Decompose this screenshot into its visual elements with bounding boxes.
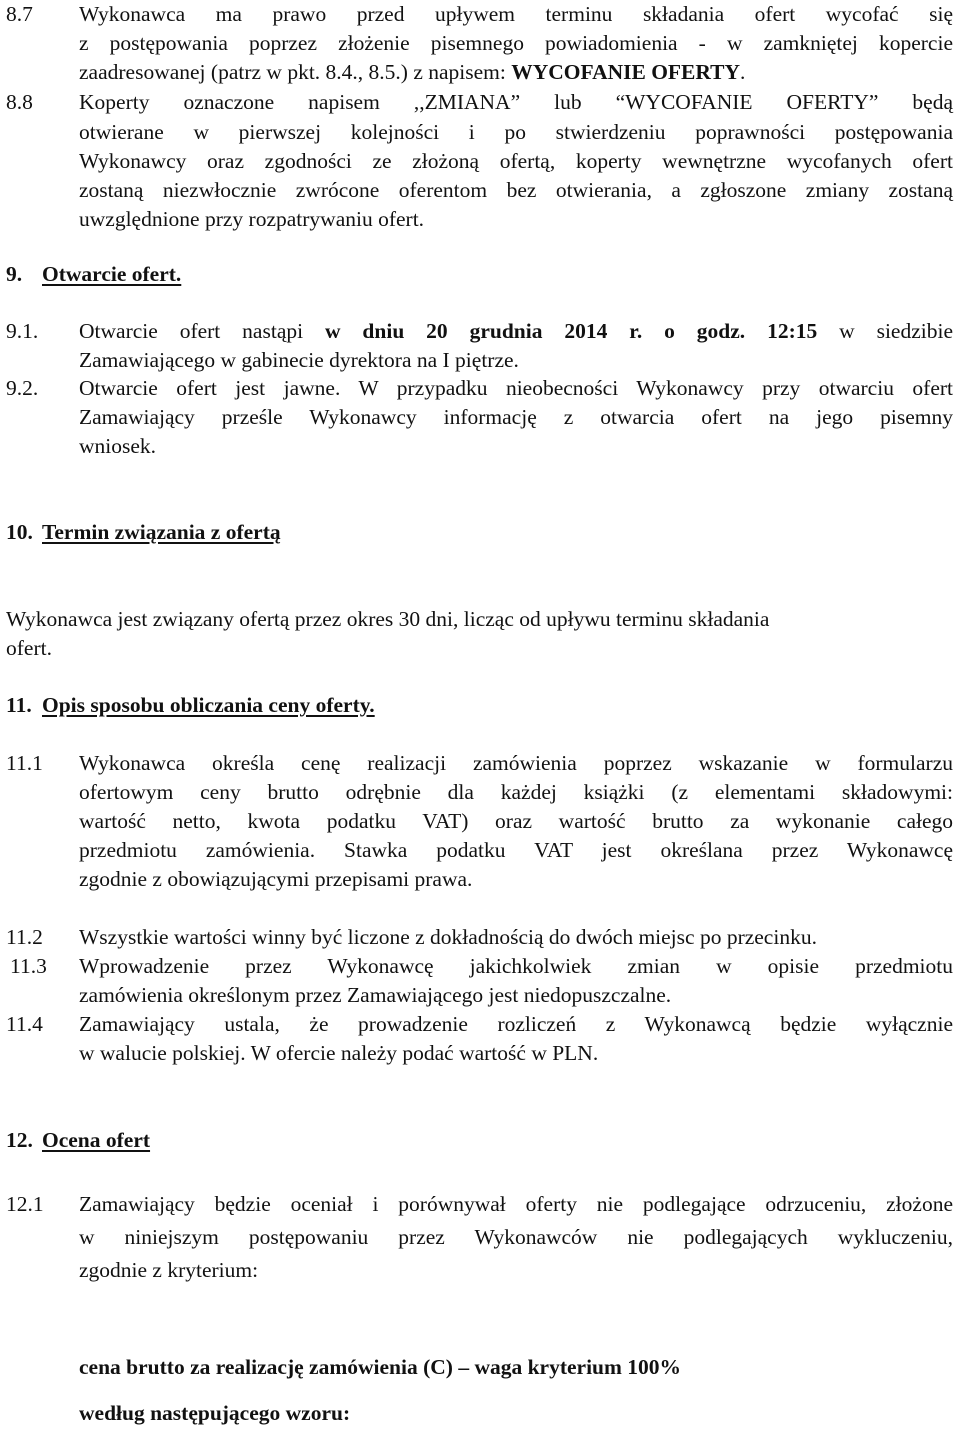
section-number-11: 11. [6,693,32,717]
wycofanie-oferty-label: WYCOFANIE OFERTY [511,60,741,84]
para-11-1-line-3: wartość netto, kwota podatku VAT) oraz wartość brutto za wykonanie całego [79,809,953,833]
para-9-2-line-3: wniosek. [79,434,157,458]
section-number-11-1: 11.1 [6,751,43,775]
section-number-10: 10. [6,520,33,544]
formula-intro-line: według następującego wzoru: [79,1401,351,1425]
criterion-line: cena brutto za realizację zamówienia (C) – waga kryterium 100% [79,1355,682,1379]
section-number-9-1: 9.1. [6,319,39,343]
para-8-8-line-3: Wykonawcy oraz zgodności ze złożoną ofertą, koperty wewnętrzne wycofanych ofert [79,149,953,173]
para-11-3-line-1: Wprowadzenie przez Wykonawcę jakichkolwiek zmian w opisie przedmiotu [79,954,953,978]
para-8-8-line-1: Koperty oznaczone napisem ,,ZMIANA” lub “WYCOFANIE OFERTY” będą [79,90,953,114]
para-12-1-line-2: w niniejszym postępowaniu przez Wykonawców nie podlegających wykluczeniu, [79,1225,953,1249]
section-number-11-2: 11.2 [6,925,43,949]
section-number-8-7: 8.7 [6,2,33,26]
para-9-2-line-2: Zamawiający prześle Wykonawcy informację z otwarcia ofert na jego pisemny [79,405,953,429]
para-8-7-line-2: z postępowania poprzez złożenie pisemnego powiadomienia - w zamkniętej kopercie [79,31,953,55]
para-12-1-line-3: zgodnie z kryterium: [79,1258,259,1282]
para-11-1-line-4: przedmiotu zamówienia. Stawka podatku VAT jest określana przez Wykonawcę [79,838,953,862]
para-9-1-line-1: Otwarcie ofert nastąpi w dniu 20 grudnia 2014 r. o godz. 12:15 w siedzibie [79,319,953,343]
para-8-8-line-5: uwzględnione przy rozpatrywaniu ofert. [79,207,425,231]
para-11-4-line-1: Zamawiający ustala, że prowadzenie rozliczeń z Wykonawcą będzie wyłącznie [79,1012,953,1036]
para-10-line-2: ofert. [6,636,52,660]
section-number-12: 12. [6,1128,33,1152]
para-9-2-line-1: Otwarcie ofert jest jawne. W przypadku nieobecności Wykonawcy przy otwarciu ofert [79,376,953,400]
section-number-12-1: 12.1 [6,1192,44,1216]
para-8-7-line-3: zaadresowanej (patrz w pkt. 8.4., 8.5.) z napisem: WYCOFANIE OFERTY. [79,60,746,84]
para-11-1-line-5: zgodnie z obowiązującymi przepisami prawa. [79,867,473,891]
para-8-7-line-1: Wykonawca ma prawo przed upływem terminu składania ofert wycofać się [79,2,953,26]
section-number-9: 9. [6,262,23,286]
para-9-1-line-2: Zamawiającego w gabinecie dyrektora na I piętrze. [79,348,519,372]
para-11-3-line-2: zamówienia określonym przez Zamawiającego jest niedopuszczalne. [79,983,672,1007]
section-heading-10: Termin związania z ofertą [42,520,281,544]
section-heading-9: Otwarcie ofert. [42,262,182,286]
para-10-line-1: Wykonawca jest związany ofertą przez okres 30 dni, licząc od upływu terminu składania [6,607,770,631]
section-number-11-3: 11.3 [10,954,47,978]
para-11-1-line-2: ofertowym ceny brutto odrębnie dla każdej książki (z elementami składowymi: [79,780,953,804]
section-heading-12: Ocena ofert [42,1128,151,1152]
para-11-4-line-2: w walucie polskiej. W ofercie należy podać wartość w PLN. [79,1041,599,1065]
section-number-9-2: 9.2. [6,376,39,400]
para-12-1-line-1: Zamawiający będzie oceniał i porównywał oferty nie podlegające odrzuceniu, złożone [79,1192,953,1216]
opening-date-time: w dniu 20 grudnia 2014 r. o godz. 12:15 [325,319,818,343]
para-8-8-line-4: zostaną niezwłocznie zwrócone oferentom bez otwierania, a zgłoszone zmiany zostaną [79,178,953,202]
section-heading-11: Opis sposobu obliczania ceny oferty. [42,693,375,717]
section-number-8-8: 8.8 [6,90,33,114]
para-8-8-line-2: otwierane w pierwszej kolejności i po stwierdzeniu poprawności postępowania [79,120,953,144]
para-11-1-line-1: Wykonawca określa cenę realizacji zamówienia poprzez wskazanie w formularzu [79,751,953,775]
para-11-2-line-1: Wszystkie wartości winny być liczone z dokładnością do dwóch miejsc po przecinku. [79,925,817,949]
section-number-11-4: 11.4 [6,1012,43,1036]
